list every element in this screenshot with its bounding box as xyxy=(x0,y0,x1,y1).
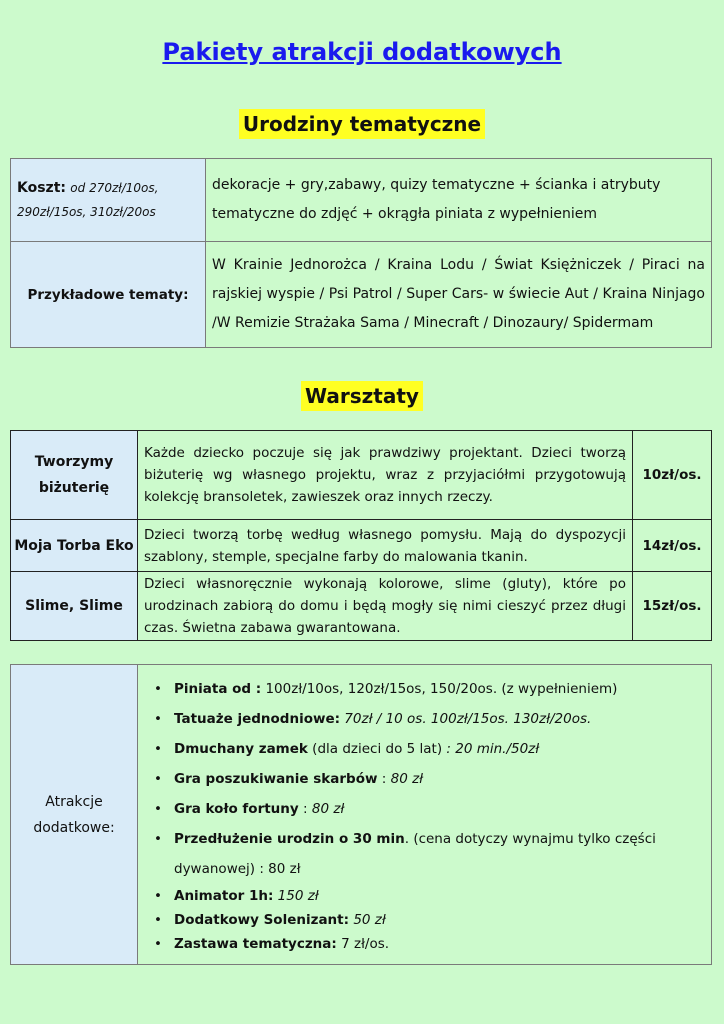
cost-value: od 270zł/10os, 290zł/15os, 310zł/20os xyxy=(17,181,159,219)
table-row xyxy=(11,520,712,572)
list-item: • Gra poszukiwanie skarbów : 80 zł xyxy=(174,764,705,794)
extras-label: Atrakcje dodatkowe: xyxy=(11,665,138,965)
cost-label: Koszt: xyxy=(17,180,66,196)
workshop-description: Dzieci tworzą torbę według własnego pomysłu. Mają do dyspozycji szablony, stemple, specjalne farby do malowania tkanin. xyxy=(138,520,633,572)
list-item: • Tatuaże jednodniowe: 70zł / 10 os. 100zł/15os. 130zł/20os. xyxy=(174,704,705,734)
cost-description: dekoracje + gry,zabawy, quizy tematyczne + ścianka i atrybuty tematyczne do zdjęć + okrągła piniata z wypełnieniem xyxy=(206,159,712,242)
table-row xyxy=(11,159,712,242)
list-item: • Przedłużenie urodzin o 30 min. (cena dotyczy wynajmu tylko części dywanowej) : 80 zł xyxy=(174,824,705,884)
list-item: • Gra koło fortuny : 80 zł xyxy=(174,794,705,824)
table-row xyxy=(11,665,712,965)
workshop-description: Dzieci własnoręcznie wykonają kolorowe, slime (gluty), które po urodzinach zabiorą do domu i będą mogły się nimi cieszyć przez długi czas. Świetna zabawa gwarantowana. xyxy=(138,572,633,641)
workshop-price: 15zł/os. xyxy=(633,572,712,641)
section-heading-workshops: Warsztaty xyxy=(0,384,724,408)
cost-cell xyxy=(11,159,206,242)
list-item: • Dodatkowy Solenizant: 50 zł xyxy=(174,908,705,932)
birthday-table xyxy=(10,158,712,348)
section-heading-birthday: Urodziny tematyczne xyxy=(0,112,724,136)
extras-list xyxy=(144,674,705,956)
themes-label: Przykładowe tematy: xyxy=(11,242,206,348)
themes-description: W Krainie Jednorożca / Kraina Lodu / Świat Księżniczek / Piraci na rajskiej wyspie / Psi Patrol / Super Cars- w świecie Aut / Kraina Ninjago /W Remizie Strażaka Sama / Minecraft / Dinozaury/ Spidermam xyxy=(206,242,712,348)
workshop-description: Każde dziecko poczuje się jak prawdziwy projektant. Dzieci tworzą biżuterię wg własnego projektu, wraz z przyjaciółmi przygotowują kolekcję bransoletek, zawieszek oraz innych rzeczy. xyxy=(138,431,633,520)
extras-table xyxy=(10,664,712,965)
list-item: • Animator 1h: 150 zł xyxy=(174,884,705,908)
list-item: • Zastawa tematyczna: 7 zł/os. xyxy=(174,932,705,956)
workshop-name: Moja Torba Eko xyxy=(11,520,138,572)
list-item: • Piniata od : 100zł/10os, 120zł/15os, 150/20os. (z wypełnieniem) xyxy=(174,674,705,704)
table-row xyxy=(11,572,712,641)
workshop-name: Tworzymy biżuterię xyxy=(11,431,138,520)
workshop-name: Slime, Slime xyxy=(11,572,138,641)
workshops-table xyxy=(10,430,712,641)
extras-list-cell xyxy=(138,665,712,965)
workshop-price: 14zł/os. xyxy=(633,520,712,572)
table-row xyxy=(11,242,712,348)
page-title: Pakiety atrakcji dodatkowych xyxy=(162,38,562,66)
table-row xyxy=(11,431,712,520)
workshop-price: 10zł/os. xyxy=(633,431,712,520)
list-item: • Dmuchany zamek (dla dzieci do 5 lat) : 20 min./50zł xyxy=(174,734,705,764)
